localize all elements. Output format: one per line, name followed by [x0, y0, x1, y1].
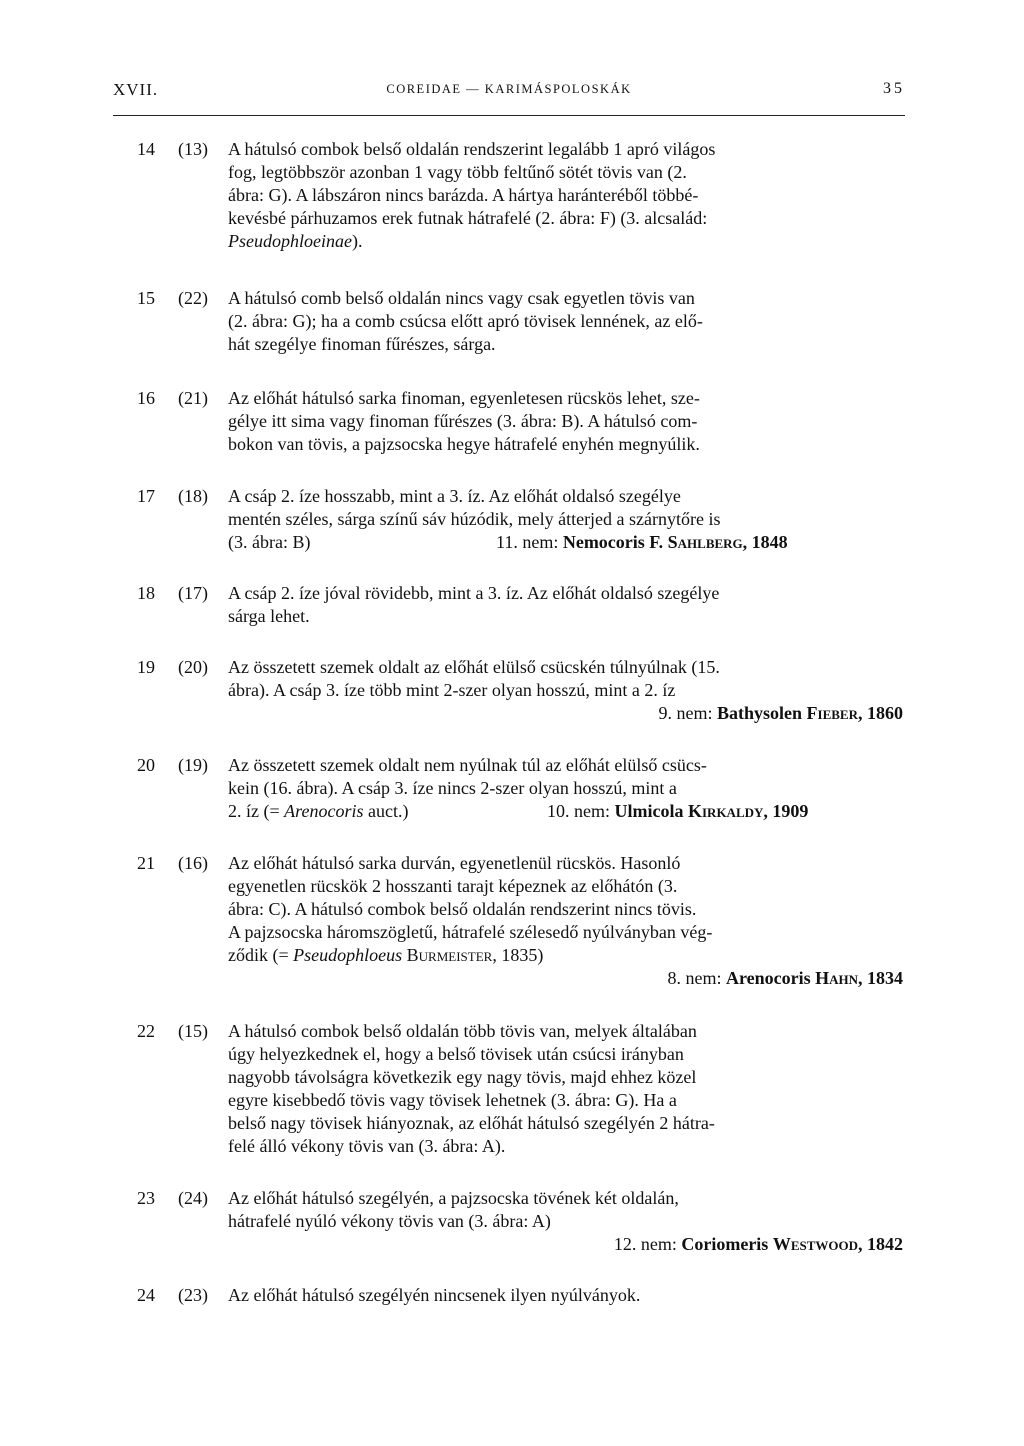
author-name: Fieber	[806, 703, 858, 723]
genus-result	[496, 531, 788, 554]
couplet-reference: (24)	[178, 1188, 208, 1208]
text-line: úgy helyezkednek el, hogy a belső tövisek után csúcsi irányban	[228, 1044, 684, 1064]
text-line: Az előhát hátulsó sarka durván, egyenetlenül rücskös. Hasonló	[228, 853, 681, 873]
text-fragment: ).	[351, 231, 363, 251]
key-entry-18	[0, 582, 903, 628]
text-line: A hátulsó combok belső oldalán rendszerint legalább 1 apró világos	[228, 139, 716, 159]
couplet-number: 23	[137, 1188, 155, 1208]
genus-year: , 1909	[763, 801, 809, 821]
text-line: hát szegélye finoman fűrészes, sárga.	[228, 334, 496, 354]
author-initial: F.	[649, 532, 668, 552]
genus-number: 8. nem:	[667, 968, 726, 988]
author-name: Sahlberg	[667, 532, 743, 552]
text-fragment: , 1835)	[492, 945, 544, 965]
genus-name: Coriomeris	[681, 1234, 769, 1254]
text-line	[228, 800, 903, 823]
text-line: Az összetett szemek oldalt az előhát elülső csücskén túlnyúlnak (15.	[228, 657, 720, 677]
text-line: Az összetett szemek oldalt nem nyúlnak túl az előhát elülső csücs-	[228, 755, 707, 775]
text-fragment: 2. íz (=	[228, 801, 285, 821]
text-line: egyre kisebbedő tövis vagy tövisek lehetnek (3. ábra: G). Ha a	[228, 1090, 677, 1110]
couplet-reference: (17)	[178, 583, 208, 603]
text-line: felé álló vékony tövis van (3. ábra: A).	[228, 1136, 506, 1156]
couplet-reference: (21)	[178, 388, 208, 408]
genus-name: Bathysolen	[717, 703, 803, 723]
text-line: kevésbé párhuzamos erek futnak hátrafelé (2. ábra: F) (3. alcsalád:	[228, 208, 708, 228]
key-entry-16	[0, 387, 903, 456]
couplet-number: 17	[137, 486, 155, 506]
author-name: Westwood	[772, 1234, 858, 1254]
couplet-text	[228, 656, 903, 725]
text-line: egyenetlen rücskök 2 hosszanti tarajt képeznek az előhátón (3.	[228, 876, 678, 896]
key-entry-22	[0, 1020, 903, 1158]
genus-year: , 1848	[742, 532, 788, 552]
couplet-text	[228, 1284, 903, 1307]
text-line: Az előhát hátulsó sarka finoman, egyenletesen rücskös lehet, sze-	[228, 388, 700, 408]
couplet-reference: (16)	[178, 853, 208, 873]
genus-number: 12. nem:	[613, 1234, 682, 1254]
text-line: gélye itt sima vagy finoman fűrészes (3. ábra: B). A hátulsó com-	[228, 411, 698, 431]
genus-result	[228, 967, 903, 990]
running-title: COREIDAE — KARIMÁSPOLOSKÁK	[386, 82, 632, 96]
page-header	[113, 80, 905, 110]
key-entry-24	[0, 1284, 903, 1307]
couplet-reference: (22)	[178, 288, 208, 308]
couplet-text	[228, 582, 903, 628]
author-name: Kirkaldy	[688, 801, 764, 821]
text-line: A csáp 2. íze jóval rövidebb, mint a 3. íz. Az előhát oldalsó szegélye	[228, 583, 720, 603]
couplet-number: 18	[137, 583, 155, 603]
genus-result	[228, 1233, 903, 1256]
text-line: fog, legtöbbször azonban 1 vagy több feltűnő sötét tövis van (2.	[228, 162, 687, 182]
genus-result	[228, 702, 903, 725]
key-entry-19	[0, 656, 903, 725]
couplet-reference: (20)	[178, 657, 208, 677]
genus-result	[547, 800, 808, 823]
couplet-text	[228, 1187, 903, 1256]
couplet-text	[228, 138, 903, 253]
chapter-number: XVII.	[113, 80, 159, 99]
couplet-text	[228, 1020, 903, 1158]
couplet-text	[228, 387, 903, 456]
text-line	[228, 230, 903, 253]
text-fragment: auct.)	[363, 801, 409, 821]
text-line: ábra: C). A hátulsó combok belső oldalán rendszerint nincs tövis.	[228, 899, 697, 919]
couplet-text	[228, 754, 903, 823]
couplet-number: 19	[137, 657, 155, 677]
text-line: bokon van tövis, a pajzsocska hegye hátrafelé enyhén megnyúlik.	[228, 434, 700, 454]
text-line: (2. ábra: G); ha a comb csúcsa előtt apró tövisek lennének, az elő-	[228, 311, 703, 331]
text-line: A hátulsó combok belső oldalán több tövis van, melyek általában	[228, 1021, 697, 1041]
genus-year: , 1860	[858, 703, 903, 723]
couplet-reference: (23)	[178, 1285, 208, 1305]
text-fragment: ződik (=	[228, 945, 294, 965]
couplet-reference: (15)	[178, 1021, 208, 1041]
genus-number: 11. nem:	[496, 532, 563, 552]
text-line: ábra). A csáp 3. íze több mint 2-szer olyan hosszú, mint a 2. íz	[228, 680, 676, 700]
genus-number: 9. nem:	[658, 703, 717, 723]
key-entry-17	[0, 485, 903, 554]
text-line	[228, 944, 903, 967]
couplet-reference: (18)	[178, 486, 208, 506]
couplet-number: 21	[137, 853, 155, 873]
text-line: A hátulsó comb belső oldalán nincs vagy csak egyetlen tövis van	[228, 288, 695, 308]
genus-year: , 1834	[858, 968, 903, 988]
text-line: hátrafelé nyúló vékony tövis van (3. ábra: A)	[228, 1211, 551, 1231]
key-entry-14	[0, 138, 903, 253]
text-line: A csáp 2. íze hosszabb, mint a 3. íz. Az előhát oldalsó szegélye	[228, 486, 681, 506]
genus-name: Nemocoris	[562, 532, 645, 552]
text-line: nagyobb távolságra következik egy nagy tövis, majd ehhez közel	[228, 1067, 697, 1087]
couplet-number: 15	[137, 288, 155, 308]
taxon-name: Pseudophloeus	[293, 945, 403, 965]
couplet-number: 14	[137, 139, 155, 159]
text-line: A pajzsocska háromszögletű, hátrafelé szélesedő nyúlványban vég-	[228, 922, 713, 942]
author-name: Hahn	[815, 968, 858, 988]
taxon-name: Pseudophloeinae	[228, 231, 352, 251]
couplet-number: 16	[137, 388, 155, 408]
key-entry-23	[0, 1187, 903, 1256]
couplet-text	[228, 485, 903, 554]
taxon-name: Arenocoris	[284, 801, 364, 821]
couplet-reference: (13)	[178, 139, 208, 159]
couplet-number: 20	[137, 755, 155, 775]
key-entry-20	[0, 754, 903, 823]
couplet-text	[228, 852, 903, 990]
header-rule	[113, 115, 905, 116]
text-line: Az előhát hátulsó szegélyén, a pajzsocska tövének két oldalán,	[228, 1188, 679, 1208]
couplet-number: 22	[137, 1021, 155, 1041]
couplet-text	[228, 287, 903, 356]
author-name: Burmeister	[402, 945, 493, 965]
genus-name: Ulmicola	[614, 801, 684, 821]
page-number: 35	[883, 80, 905, 97]
text-line: ábra: G). A lábszáron nincs barázda. A hártya haránteréből többé-	[228, 185, 699, 205]
text-line: mentén széles, sárga színű sáv húzódik, mely átterjed a szárnytőre is	[228, 509, 721, 529]
key-entry-21	[0, 852, 903, 990]
text-fragment: (3. ábra: B)	[228, 532, 311, 552]
text-line	[228, 531, 903, 554]
text-line: Az előhát hátulsó szegélyén nincsenek ilyen nyúlványok.	[228, 1285, 641, 1305]
genus-number: 10. nem:	[547, 801, 615, 821]
genus-year: , 1842	[858, 1234, 903, 1254]
key-entry-15	[0, 287, 903, 356]
text-line: kein (16. ábra). A csáp 3. íze nincs 2-szer olyan hosszú, mint a	[228, 778, 677, 798]
couplet-reference: (19)	[178, 755, 208, 775]
text-line: sárga lehet.	[228, 606, 310, 626]
genus-name: Arenocoris	[725, 968, 811, 988]
text-line: belső nagy tövisek hiányoznak, az előhát hátulsó szegélyén 2 hátra-	[228, 1113, 715, 1133]
couplet-number: 24	[137, 1285, 155, 1305]
